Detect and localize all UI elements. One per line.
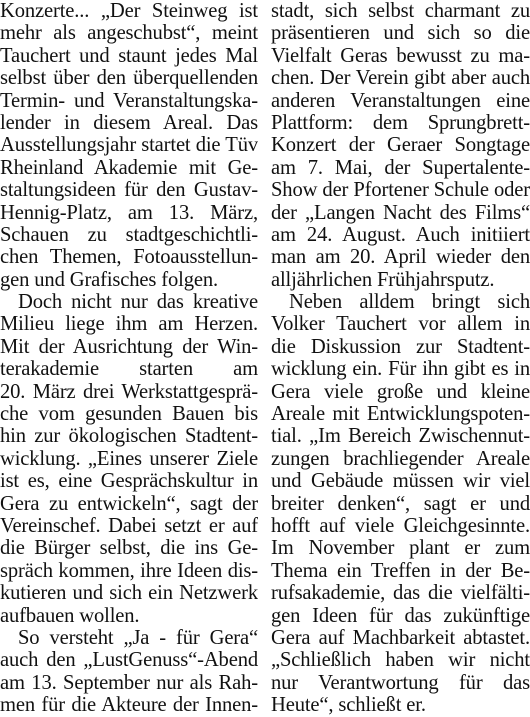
- text-line: Neben alldem bringt sich: [289, 291, 530, 314]
- text-line: auch den „LustGenuss“-Abend: [0, 649, 258, 672]
- text-line: chen Themen, Fotoausstellun-: [0, 246, 258, 269]
- text-line: Konzerte... „Der Steinweg ist: [0, 0, 258, 22]
- text-line: präsentieren und sich so die: [271, 22, 530, 45]
- text-line: Rheinland Akademie mit Ge-: [0, 156, 258, 179]
- text-line: Konzert der Geraer Songtage: [271, 134, 530, 157]
- text-line: 20. März drei Werkstattgesprä-: [0, 380, 258, 403]
- text-line: ist es, eine Gesprächskultur in: [0, 470, 258, 493]
- text-line: Termin- und Veranstaltungska-: [0, 89, 258, 112]
- text-line: nur Verantwortung für das: [271, 671, 530, 694]
- text-line: Areale mit Entwicklungspoten-: [271, 403, 530, 426]
- text-line: und Gebäude müssen wir viel: [271, 470, 530, 493]
- text-line: zungen brachliegender Areale: [271, 447, 530, 470]
- text-line: che vom gesunden Bauen bis: [0, 403, 258, 426]
- text-line: Ausstellungsjahr startet die Tüv: [0, 134, 258, 157]
- text-line: Im November plant er zum: [271, 537, 530, 560]
- text-line: am 24. August. Auch initiiert: [271, 223, 530, 246]
- text-line: Gera viele große und kleine: [271, 380, 530, 403]
- text-line: der „Langen Nacht des Films“: [271, 201, 530, 224]
- text-line: die Bürger selbst, die ins Ge-: [0, 537, 258, 560]
- text-line: hin zur ökologischen Stadtent-: [0, 425, 258, 448]
- text-line: am 13. September nur als Rah-: [0, 671, 258, 694]
- text-line: Volker Tauchert vor allem in: [271, 313, 530, 336]
- text-line: chen. Der Verein gibt aber auch: [271, 67, 530, 90]
- text-line: Gera zu entwickeln“, sagt der: [0, 492, 258, 515]
- text-line: Thema ein Treffen in der Be-: [271, 559, 530, 582]
- text-line: wicklung ein. Für ihn gibt es in: [271, 358, 530, 381]
- text-line: hofft auf viele Gleichgesinnte.: [271, 514, 530, 537]
- text-line: Milieu liege ihm am Herzen.: [0, 313, 258, 336]
- text-line: alljährlichen Frühjahrsputz.: [271, 268, 495, 291]
- text-line: stadt, sich selbst charmant zu: [271, 0, 530, 22]
- text-line: man am 20. April wieder den: [271, 246, 530, 269]
- text-line: Plattform: dem Sprungbrett-: [271, 111, 530, 134]
- text-line: Vereinschef. Dabei setzt er auf: [0, 514, 258, 537]
- text-line: Show der Pfortener Schule oder: [271, 179, 530, 202]
- text-line: Doch nicht nur das kreative: [18, 291, 258, 314]
- left-text-column: [0, 0, 258, 717]
- text-line: aufbauen wollen.: [0, 604, 140, 627]
- text-line: selbst über den überquellenden: [0, 67, 258, 90]
- text-line: Schauen zu stadtgeschichtli-: [0, 223, 258, 246]
- text-line: gen und Grafisches folgen.: [0, 268, 218, 291]
- text-line: breiter denken“, sagt er und: [271, 492, 530, 515]
- text-line: anderen Veranstaltungen eine: [271, 89, 530, 112]
- text-line: staltungsideen für den Gustav-: [0, 179, 258, 202]
- text-line: am 7. Mai, der Supertalente-: [271, 156, 530, 179]
- text-line: Mit der Ausrichtung der Win-: [0, 335, 258, 358]
- text-line: tial. „Im Bereich Zwischennut-: [271, 425, 530, 448]
- text-line: Gera auf Machbarkeit abtastet.: [271, 626, 530, 649]
- text-line: Tauchert und staunt jedes Mal: [0, 44, 258, 67]
- text-line: gen Ideen für das zukünftige: [271, 604, 530, 627]
- text-line: die Diskussion zur Stadtent-: [271, 335, 530, 358]
- text-line: lender in diesem Areal. Das: [0, 111, 258, 134]
- text-line: „Schließlich haben wir nicht: [271, 649, 530, 672]
- text-line: Hennig-Platz, am 13. März,: [0, 201, 258, 224]
- text-line: kutieren und sich ein Netzwerk: [0, 582, 258, 605]
- text-line: wicklung. „Eines unserer Ziele: [0, 447, 258, 470]
- right-text-column: [271, 0, 530, 717]
- text-line: mehr als angeschubst“, meint: [0, 22, 258, 45]
- text-line: spräch kommen, ihre Ideen dis-: [0, 559, 258, 582]
- text-line: men für die Akteure der Innen-: [0, 694, 258, 717]
- text-line: So versteht „Ja - für Gera“: [18, 626, 258, 649]
- text-line: Heute“, schließt er.: [271, 694, 426, 717]
- text-line: Vielfalt Geras bewusst zu ma-: [271, 44, 530, 67]
- text-line: rufsakademie, das die vielfälti-: [271, 582, 530, 605]
- text-line: terakademie starten am: [0, 358, 258, 381]
